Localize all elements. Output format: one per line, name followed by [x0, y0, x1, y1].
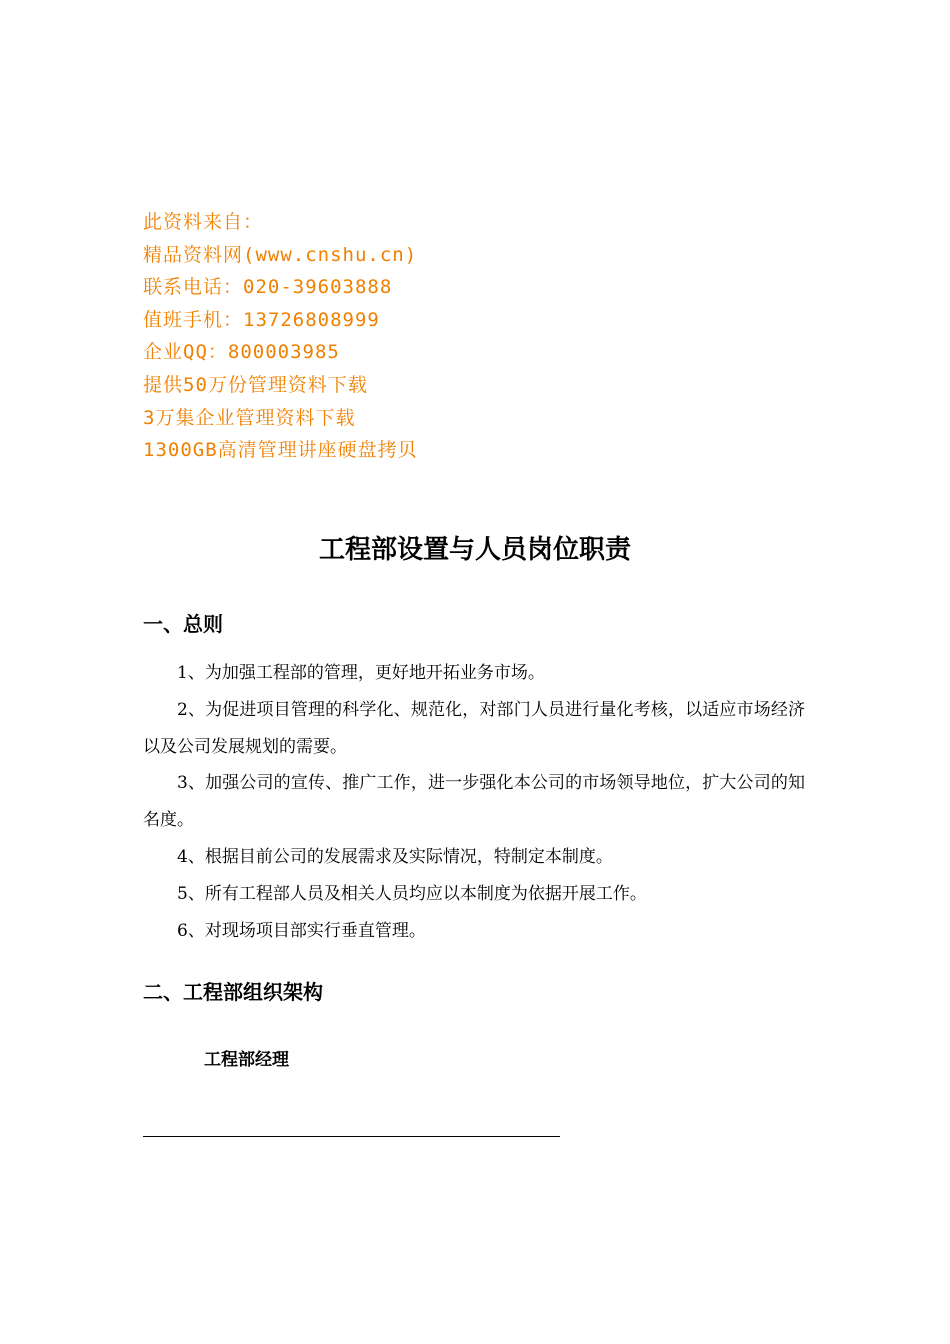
general-provisions-body	[143, 655, 805, 949]
promo-offer-line-3: 1300GB高清管理讲座硬盘拷贝	[143, 439, 418, 462]
promo-qq-line: 企业QQ：800003985	[143, 341, 340, 364]
promo-mobile-line: 值班手机：13726808999	[143, 308, 380, 331]
footnote-separator	[143, 1136, 560, 1137]
paragraph-4: 4、根据目前公司的发展需求及实际情况，特制定本制度。	[177, 846, 613, 867]
paragraph-6: 6、对现场项目部实行垂直管理。	[177, 920, 426, 941]
section-heading-general: 一、总则	[143, 612, 223, 636]
document-title: 工程部设置与人员岗位职责	[318, 535, 631, 565]
promo-block	[143, 206, 843, 467]
paragraph-1: 1、为加强工程部的管理，更好地开拓业务市场。	[177, 663, 545, 683]
promo-offer-line-2: 3万集企业管理资料下载	[143, 406, 356, 429]
promo-source-line: 此资料来自：	[143, 211, 264, 233]
paragraph-5: 5、所有工程部人员及相关人员均应以本制度为依据开展工作。	[177, 883, 647, 904]
paragraph-3: 3、加强公司的宣传、推广工作，进一步强化本公司的市场领导地位，扩大公司的知名度。	[143, 773, 805, 831]
promo-website-line: 精品资料网(www.cnshu.cn)	[143, 243, 418, 266]
section-heading-org-structure: 二、工程部组织架构	[143, 980, 323, 1004]
paragraph-2: 2、为促进项目管理的科学化、规范化，对部门人员进行量化考核，以适应市场经济以及公司发展规划的需要。	[143, 699, 805, 757]
promo-offer-line-1: 提供50万份管理资料下载	[143, 373, 368, 396]
promo-phone-line: 联系电话：020-39603888	[143, 276, 393, 299]
org-chart-top-node: 工程部经理	[204, 1050, 289, 1070]
